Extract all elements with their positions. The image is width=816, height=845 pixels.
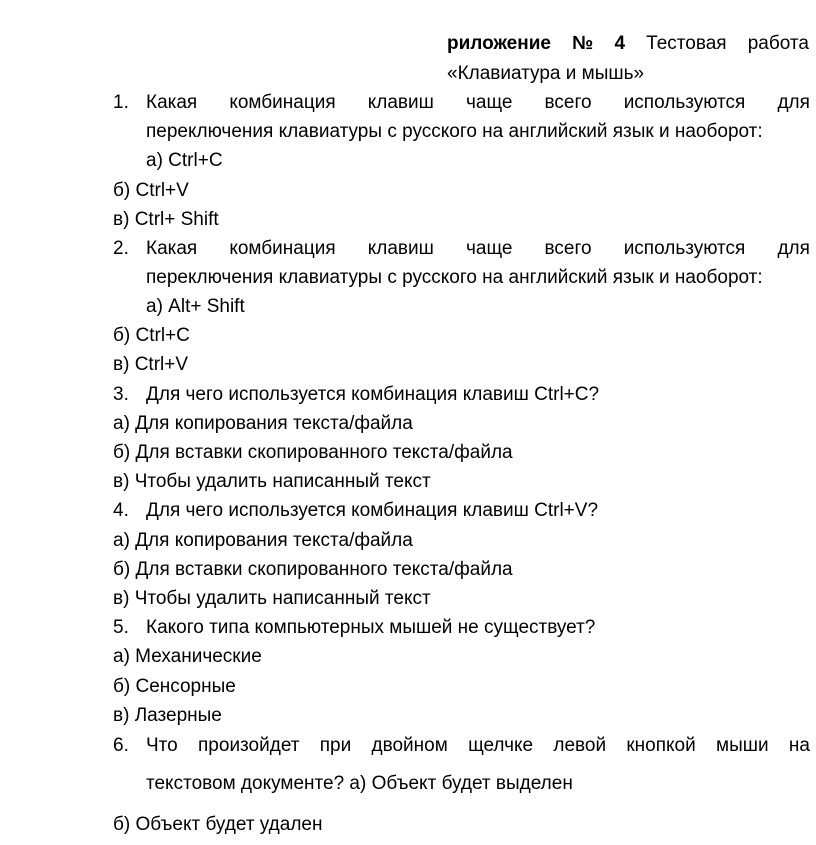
answer-option: в) Ctrl+ Shift [113, 209, 219, 230]
document-title [447, 32, 809, 56]
question-text-line: текстовом документе? а) Объект будет выделен [146, 773, 573, 794]
answer-option: б) Для вставки скопированного текста/файла [113, 559, 513, 580]
word: щелчке [468, 735, 534, 756]
answer-option: а) Механические [113, 646, 262, 667]
title-word: Тестовая [646, 33, 727, 54]
question-text: Какого типа компьютерных мышей не существует? [146, 617, 596, 638]
document-subtitle: «Клавиатура и мышь» [447, 63, 645, 84]
word: Какая [146, 92, 198, 113]
word: чаще [465, 238, 513, 259]
word: всего [544, 238, 592, 259]
answer-option: в) Чтобы удалить написанный текст [113, 588, 431, 609]
answer-option: в) Чтобы удалить написанный текст [113, 471, 431, 492]
word: комбинация [229, 92, 336, 113]
question-text-line: переключения клавиатуры с русского на английский язык и наоборот: [146, 121, 763, 142]
word: комбинация [229, 238, 336, 259]
question-text-line: переключения клавиатуры с русского на английский язык и наоборот: [146, 267, 763, 288]
answer-option: а) Alt+ Shift [146, 296, 245, 317]
word: используются [623, 238, 746, 259]
question-number: 2. [113, 238, 129, 259]
title-bold-word: риложение [447, 33, 551, 54]
word: на [788, 735, 810, 756]
question-text: Для чего используется комбинация клавиш Ctrl+V? [146, 500, 599, 521]
word: Что [146, 735, 178, 756]
word: клавиш [367, 238, 434, 259]
question-number: 3. [113, 384, 129, 405]
word: произойдет [198, 735, 300, 756]
answer-option: а) Ctrl+C [146, 150, 223, 171]
question-text: Для чего используется комбинация клавиш Ctrl+C? [146, 384, 600, 405]
word: клавиш [367, 92, 434, 113]
question-number: 5. [113, 617, 129, 638]
question-text-line [146, 91, 810, 115]
answer-option: б) Ctrl+C [113, 325, 190, 346]
answer-option: б) Для вставки скопированного текста/файла [113, 442, 513, 463]
question-number: 6. [113, 735, 129, 756]
word: кнопкой [626, 735, 696, 756]
answer-option: а) Для копирования текста/файла [113, 413, 413, 434]
title-bold-num: 4 [614, 33, 626, 54]
word: всего [544, 92, 592, 113]
word: чаще [465, 92, 513, 113]
answer-option: б) Объект будет удален [113, 814, 323, 835]
title-word: работа [747, 33, 809, 54]
answer-option: в) Лазерные [113, 705, 222, 726]
question-text-line [146, 734, 810, 758]
question-text-line [146, 237, 810, 261]
word: для [777, 92, 810, 113]
answer-option: б) Ctrl+V [113, 180, 189, 201]
word: для [777, 238, 810, 259]
title-bold-no: № [572, 33, 594, 54]
answer-option: в) Ctrl+V [113, 354, 189, 375]
answer-option: а) Для копирования текста/файла [113, 530, 413, 551]
word: мыши [716, 735, 769, 756]
answer-option: б) Сенсорные [113, 676, 236, 697]
word: используются [623, 92, 746, 113]
word: Какая [146, 238, 198, 259]
question-number: 1. [113, 92, 129, 113]
question-number: 4. [113, 500, 129, 521]
word: при [319, 735, 352, 756]
word: левой [553, 735, 607, 756]
word: двойном [371, 735, 448, 756]
